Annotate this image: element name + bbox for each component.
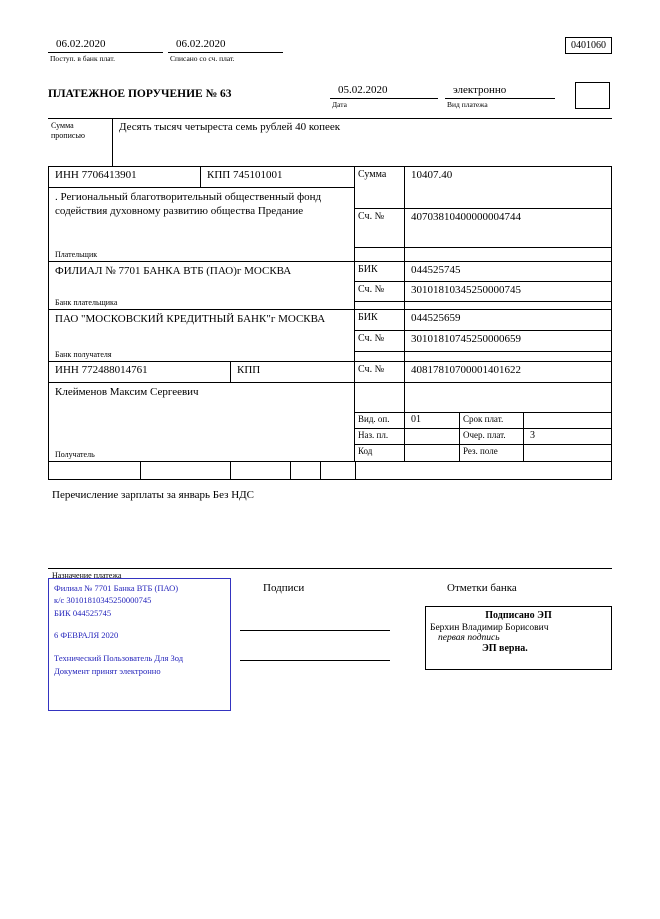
document-date-value: 05.02.2020 (330, 84, 438, 99)
tax-fields-row (49, 462, 611, 480)
tax-field-cell (49, 462, 141, 479)
srok-plat-label: Срок плат. (460, 413, 524, 428)
ep-signature-note: первая подпись (438, 633, 500, 643)
document-date-label: Дата (332, 100, 347, 109)
bank-stamp (48, 578, 231, 711)
payer-section (49, 167, 611, 262)
payee-name: Клейменов Максим Сергеевич (55, 386, 199, 398)
tax-field-cell (321, 462, 356, 479)
ocher-plat-label: Очер. плат. (460, 429, 524, 444)
payer-section-label: Плательщик (55, 250, 98, 259)
payment-kind-value: электронно (445, 84, 555, 99)
payee-bank-section-label: Банк получателя (55, 350, 112, 359)
form-code-box: 0401060 (565, 37, 612, 54)
naz-pl-label: Наз. пл. (355, 429, 405, 444)
amount-in-words-section (48, 118, 612, 166)
ep-verified: ЭП верна. (482, 643, 528, 654)
rez-pole-label: Рез. поле (460, 445, 524, 461)
payment-kind-field (445, 84, 555, 110)
ocher-plat-value: 3 (530, 430, 535, 441)
status-box (575, 82, 610, 109)
ep-signature-stamp (425, 606, 612, 670)
payment-table (48, 166, 612, 480)
payer-bank-bik-value: 044525745 (411, 264, 461, 276)
kod-label: Код (355, 445, 405, 461)
bank-marks-header: Отметки банка (447, 582, 517, 594)
payer-bank-section (49, 262, 611, 310)
amount-in-words-label: Сумма прописью (48, 119, 113, 166)
payer-account-value: 40703810400000004744 (411, 211, 521, 223)
stamp-accepted: Документ принят электронно (54, 665, 161, 676)
payee-bank-account-label: Сч. № (355, 331, 405, 351)
kod-value (405, 445, 460, 461)
payee-bank-name: ПАО "МОСКОВСКИЙ КРЕДИТНЫЙ БАНК"г МОСКВА (55, 313, 326, 325)
stamp-corr-account: к/с 30101810345250000745 (54, 595, 152, 606)
ep-title: Подписано ЭП (485, 610, 552, 621)
tax-field-cell (356, 462, 611, 479)
debited-date-field (168, 38, 283, 64)
payee-kpp: КПП (237, 364, 261, 376)
payer-account-label: Сч. № (355, 209, 405, 247)
stamp-user: Технический Пользователь Для Зод (54, 653, 184, 664)
received-date-field (48, 38, 163, 64)
received-date-value: 06.02.2020 (48, 38, 163, 53)
vid-op-label: Вид. оп. (355, 413, 405, 428)
payee-bank-section (49, 310, 611, 362)
payee-bank-bik-value: 044525659 (411, 312, 461, 324)
payer-bank-bik-label: БИК (355, 262, 405, 281)
payee-account-label: Сч. № (355, 362, 405, 382)
payee-section-label: Получатель (55, 450, 95, 459)
signatures-header: Подписи (263, 582, 305, 594)
payer-bank-account-value: 30101810345250000745 (411, 284, 521, 296)
tax-field-cell (141, 462, 231, 479)
ep-signer-name: Берхин Владимир Борисович (430, 623, 549, 633)
stamp-date: 6 ФЕВРАЛЯ 2020 (54, 629, 119, 640)
purpose-text: Перечисление зарплаты за январь Без НДС (52, 489, 254, 501)
payee-bank-account-value: 30101810745250000659 (411, 333, 521, 345)
amount-in-words-value: Десять тысяч четыреста семь рублей 40 копеек (119, 121, 341, 133)
payer-bank-account-label: Сч. № (355, 282, 405, 301)
srok-plat-value (524, 413, 611, 428)
payer-bank-section-label: Банк плательщика (55, 298, 118, 307)
document-title: ПЛАТЕЖНОЕ ПОРУЧЕНИЕ № 63 (48, 88, 232, 100)
debited-date-value: 06.02.2020 (168, 38, 283, 53)
signature-line-1 (240, 630, 390, 631)
stamp-bik: БИК 044525745 (54, 607, 112, 618)
payer-name: . Региональный благотворительный общественный фонд содействия духовному развитию общества Предание (55, 191, 322, 218)
payee-inn: ИНН 772488014761 (49, 362, 231, 382)
rez-pole-value (524, 445, 611, 461)
purpose-underline (48, 568, 612, 569)
payer-inn: ИНН 7706413901 (49, 167, 201, 187)
payee-bank-bik-label: БИК (355, 310, 405, 330)
vid-op-value: 01 (405, 413, 460, 428)
tax-field-cell (291, 462, 321, 479)
sum-value: 10407.40 (411, 169, 453, 181)
payee-section (49, 362, 611, 462)
document-date-field (330, 84, 438, 110)
tax-field-cell (231, 462, 291, 479)
payment-kind-label: Вид платежа (447, 100, 488, 109)
naz-pl-value (405, 429, 460, 444)
received-date-label: Поступ. в банк плат. (50, 54, 115, 63)
sum-label: Сумма (355, 167, 405, 208)
debited-date-label: Списано со сч. плат. (170, 54, 235, 63)
purpose-label: Назначение платежа (52, 571, 122, 580)
payer-kpp: КПП 745101001 (207, 169, 283, 181)
stamp-bank-name: Филиал № 7701 Банка ВТБ (ПАО) (54, 583, 179, 593)
payer-bank-name: ФИЛИАЛ № 7701 БАНКА ВТБ (ПАО)г МОСКВА (55, 265, 292, 277)
payee-account-value: 40817810700001401622 (411, 364, 521, 376)
signature-line-2 (240, 660, 390, 661)
